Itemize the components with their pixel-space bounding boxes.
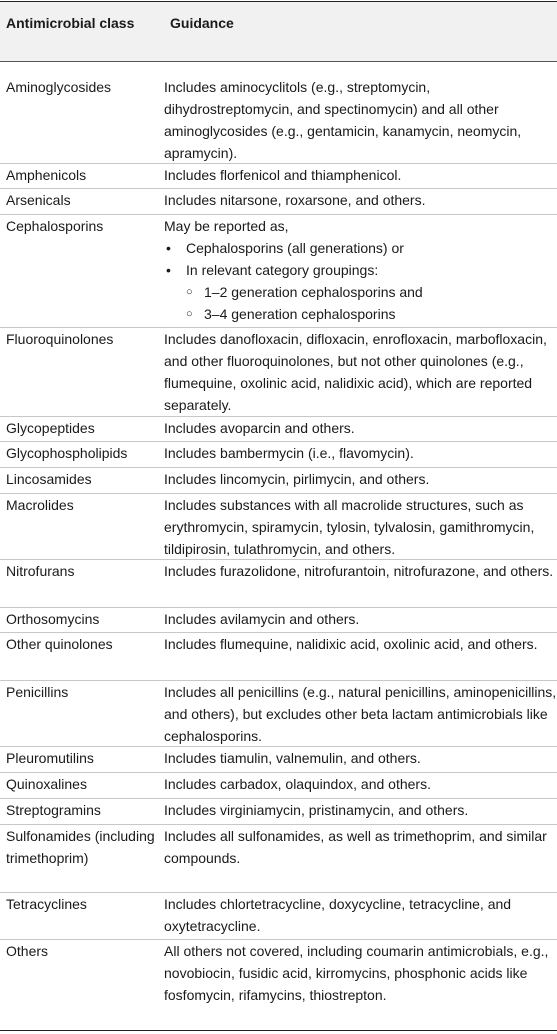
guidance-cell: Includes flumequine, nalidixic acid, oxolinic acid, and others. (164, 636, 538, 652)
sub-bullet-text: 1–2 generation cephalosporins and (204, 284, 423, 300)
table-row (0, 417, 557, 442)
table-row (0, 215, 557, 328)
sub-bullet-text: 3–4 generation cephalosporins (204, 306, 396, 322)
class-cell: Fluoroquinolones (6, 331, 114, 347)
class-cell: Glycopeptides (6, 420, 95, 436)
guidance-cell: Includes all penicillins (e.g., natural penicillins, aminopenicillins, and others), but excludes other beta lactam antimicrobials like cephalosporins. (164, 684, 557, 744)
guidance-cell: Includes avilamycin and others. (164, 611, 360, 627)
header-guidance: Guidance (170, 15, 234, 31)
guidance-cell: Includes furazolidone, nitrofurantoin, nitrofurazone, and others. (164, 563, 554, 579)
guidance-cell: All others not covered, including coumarin antimicrobials, e.g., novobiocin, fusidic acid, kirromycins, phosphonic acids like fosfomycin, rifamycins, thiostrepton. (164, 943, 549, 1003)
circle-bullet-icon: ○ (186, 308, 193, 320)
class-cell: Streptogramins (6, 802, 101, 818)
class-cell: Tetracyclines (6, 896, 87, 912)
guidance-cell: Includes chlortetracycline, doxycycline, tetracycline, and oxytetracycline. (164, 896, 512, 934)
table-row (0, 799, 557, 825)
table-row (0, 747, 557, 773)
class-cell: Pleuromutilins (6, 750, 94, 766)
table-row (0, 76, 557, 164)
table-row (0, 893, 557, 940)
guidance-intro: May be reported as, (164, 218, 289, 234)
sub-bullet-item (164, 281, 557, 303)
class-cell: Sulfonamides (including trimethoprim) (6, 828, 155, 866)
class-cell: Aminoglycosides (6, 79, 112, 95)
guidance-cell: Includes tiamulin, valnemulin, and others. (164, 750, 421, 766)
guidance-cell: Includes avoparcin and others. (164, 420, 355, 436)
guidance-cell: Includes nitarsone, roxarsone, and others. (164, 192, 426, 208)
table-row (0, 189, 557, 215)
table-row (0, 468, 557, 494)
class-cell: Other quinolones (6, 636, 113, 652)
class-cell: Lincosamides (6, 471, 92, 487)
table-row (0, 494, 557, 560)
table-row (0, 328, 557, 417)
table-row (0, 608, 557, 633)
table-row (0, 164, 557, 189)
guidance-cell: Includes danofloxacin, difloxacin, enrofloxacin, marbofloxacin, and other fluoroquinolones, but not other quinolones (e.g., flumequine, oxolinic acid, nalidixic acid), which are reported separately. (164, 331, 547, 413)
table-row (0, 633, 557, 681)
bullet-text: Cephalosporins (all generations) or (186, 240, 404, 256)
table-row (0, 681, 557, 747)
table-row (0, 560, 557, 608)
class-cell: Others (6, 943, 49, 959)
table-row (0, 940, 557, 1012)
table-row (0, 825, 557, 893)
table-body (0, 76, 557, 1012)
table-row (0, 773, 557, 799)
bullet-item (164, 237, 557, 259)
class-cell: Macrolides (6, 497, 74, 513)
guidance-cell: Includes all sulfonamides, as well as trimethoprim, and similar compounds. (164, 828, 547, 866)
class-cell: Penicillins (6, 684, 69, 700)
guidance-cell (164, 215, 557, 327)
bullet-item (164, 259, 557, 281)
table-header (0, 2, 557, 62)
table-bottom-rule (0, 1030, 557, 1031)
table-row (0, 442, 557, 468)
circle-bullet-icon: ○ (186, 286, 193, 298)
guidance-cell: Includes virginiamycin, pristinamycin, and others. (164, 802, 469, 818)
sub-bullet-item (164, 303, 557, 325)
class-cell: Orthosomycins (6, 611, 100, 627)
header-antimicrobial-class: Antimicrobial class (6, 15, 135, 31)
bullet-icon: • (166, 240, 171, 256)
class-cell: Quinoxalines (6, 776, 87, 792)
class-cell: Arsenicals (6, 192, 71, 208)
bullet-icon: • (166, 262, 171, 278)
class-cell: Nitrofurans (6, 563, 75, 579)
guidance-cell: Includes florfenicol and thiamphenicol. (164, 167, 402, 183)
guidance-cell: Includes bambermycin (i.e., flavomycin). (164, 445, 414, 461)
guidance-cell: Includes lincomycin, pirlimycin, and others. (164, 471, 430, 487)
class-cell: Glycophospholipids (6, 445, 128, 461)
class-cell: Amphenicols (6, 167, 87, 183)
bullet-text: In relevant category groupings: (186, 262, 379, 278)
class-cell: Cephalosporins (6, 218, 104, 234)
guidance-cell: Includes carbadox, olaquindox, and others. (164, 776, 431, 792)
guidance-cell: Includes substances with all macrolide structures, such as erythromycin, spiramycin, tylosin, tylvalosin, gamithromycin, tildipirosin, tulathromycin, and others. (164, 497, 535, 557)
guidance-cell: Includes aminocyclitols (e.g., streptomycin, dihydrostreptomycin, and spectinomycin) and all other aminoglycosides (e.g., gentamicin, kanamycin, neomycin, apramycin). (164, 79, 522, 161)
